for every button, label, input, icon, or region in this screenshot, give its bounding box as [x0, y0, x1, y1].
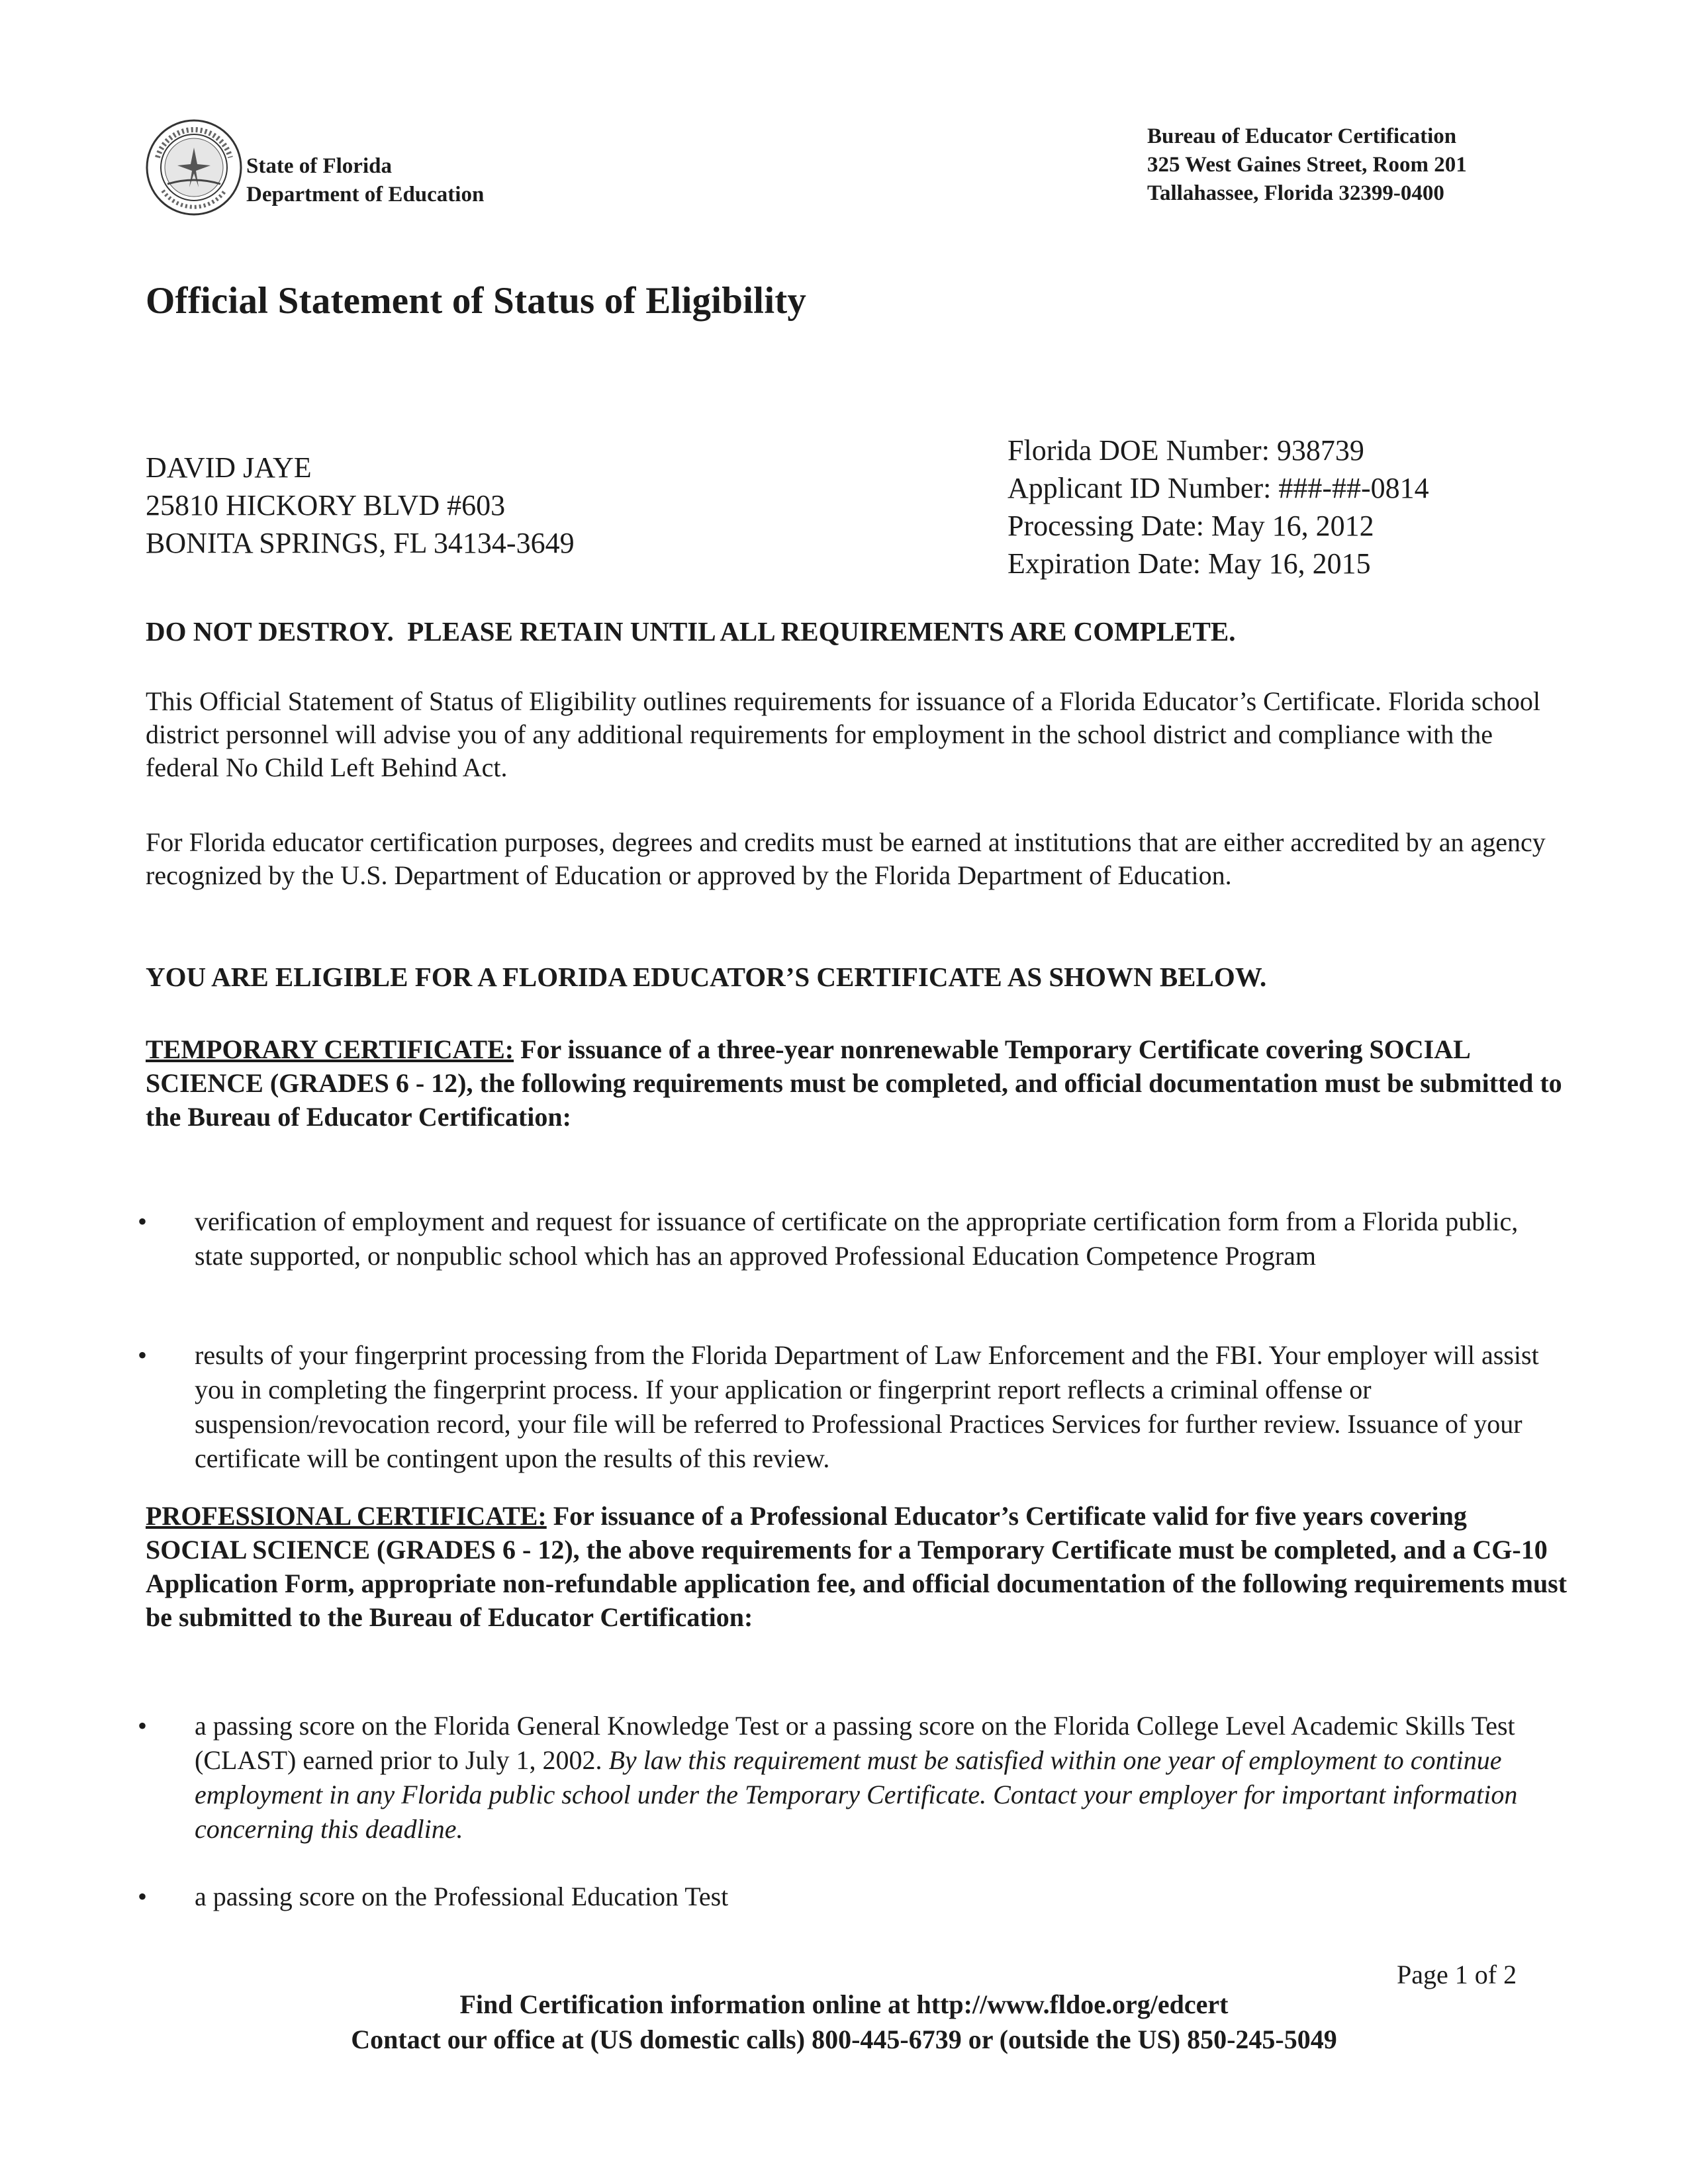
page-number: Page 1 of 2: [1397, 1960, 1517, 1989]
bullet-icon: •: [138, 1206, 148, 1236]
bullet-icon: •: [138, 1340, 148, 1370]
list-item-text: results of your fingerprint processing from the Florida Department of Law Enforcement and the FBI. Your employer will assist you in completing the fingerprint process. If your application or fingerprint report reflects a criminal offense or suspension/revocation record, your file will be referred to Professional Practices Services for further review. Issuance of your certificate will be contingent upon the results of this review.: [195, 1340, 1539, 1473]
recipient-name: DAVID JAYE: [146, 451, 312, 484]
recipient-street: 25810 HICKORY BLVD #603: [146, 489, 506, 522]
bureau-street: 325 West Gaines Street, Room 201: [1147, 153, 1467, 177]
intro-paragraph: This Official Statement of Status of Eligibility outlines requirements for issuance of a Florida Educator’s Certificate. Florida school district personnel will advise you of any additional requirements for employment in the school district and compliance with the federal No Child Left Behind Act.: [146, 686, 1540, 782]
footer-website-line: Find Certification information online at http://www.fldoe.org/edcert: [459, 1989, 1229, 2019]
doe-info: [1008, 432, 1429, 582]
bureau-city: Tallahassee, Florida 32399-0400: [1147, 181, 1444, 205]
applicant-id: Applicant ID Number: ###-##-0814: [1008, 472, 1429, 504]
bureau-address: [1147, 122, 1467, 208]
list-item-text: verification of employment and request for issuance of certificate on the appropriate certification form from a Florida public, state supported, or nonpublic school which has an approved Professional Education Competence Program: [195, 1206, 1519, 1271]
expiration-date: Expiration Date: May 16, 2015: [1008, 547, 1371, 580]
bureau-name: Bureau of Educator Certification: [1147, 124, 1457, 148]
agency-state: State of Florida: [246, 154, 392, 178]
agency-department: Department of Education: [246, 183, 485, 206]
processing-date: Processing Date: May 16, 2012: [1008, 510, 1374, 542]
professional-certificate-text: For issuance of a Professional Educator’s Certificate valid for five years covering SOCIAL SCIENCE (GRADES 6 - 12), the above requirements for a Temporary Certificate must be completed, and a CG-10 Application Form, appropriate non-refundable application fee, and official documentation of the following requirements must be submitted to the Bureau of Educator Certification:: [146, 1501, 1568, 1632]
temporary-certificate-heading: TEMPORARY CERTIFICATE:: [146, 1034, 514, 1064]
list-item-text: a passing score on the Professional Education Test: [195, 1882, 729, 1911]
bullet-icon: •: [138, 1711, 148, 1741]
state-seal: [144, 118, 244, 217]
professional-certificate-section: [146, 1499, 1569, 1634]
retain-warning: DO NOT DESTROY. PLEASE RETAIN UNTIL ALL REQUIREMENTS ARE COMPLETE.: [146, 616, 1236, 647]
eligibility-heading: YOU ARE ELIGIBLE FOR A FLORIDA EDUCATOR’S CERTIFICATE AS SHOWN BELOW.: [146, 962, 1267, 992]
accreditation-paragraph: For Florida educator certification purposes, degrees and credits must be earned at institutions that are either accredited by an agency recognized by the U.S. Department of Education or approved by the Florida Department of Education.: [146, 827, 1546, 890]
general-knowledge-requirement: a passing score on the Florida General Knowledge Test or a passing score on the Florida College Level Academic Skills Test (CLAST) earned prior to July 1, 2002.: [195, 1711, 1515, 1775]
bullet-icon: •: [138, 1882, 148, 1911]
recipient-address: [146, 449, 575, 562]
doe-number: Florida DOE Number: 938739: [1008, 434, 1364, 467]
list-item-text: [195, 1709, 1558, 1846]
temporary-certificate-text: For issuance of a three-year nonrenewable Temporary Certificate covering SOCIAL SCIENCE (GRADES 6 - 12), the following requirements must be completed, and official documentation must be submitted to the Bureau of Educator Certification:: [146, 1034, 1562, 1132]
agency-name: [246, 152, 484, 209]
temporary-certificate-section: [146, 1032, 1569, 1134]
recipient-city: BONITA SPRINGS, FL 34134-3649: [146, 527, 575, 559]
deadline-note: By law this requirement must be satisfied within one year of employment to continue employment in any Florida public school under the Temporary Certificate. Contact your employer for important information concerning this deadline.: [195, 1745, 1518, 1844]
footer-contact-line: Contact our office at (US domestic calls) 800-445-6739 or (outside the US) 850-245-5049: [351, 2025, 1337, 2054]
document-title: Official Statement of Status of Eligibility: [146, 280, 807, 322]
seal-icon: [144, 118, 244, 217]
professional-certificate-heading: PROFESSIONAL CERTIFICATE:: [146, 1501, 547, 1531]
